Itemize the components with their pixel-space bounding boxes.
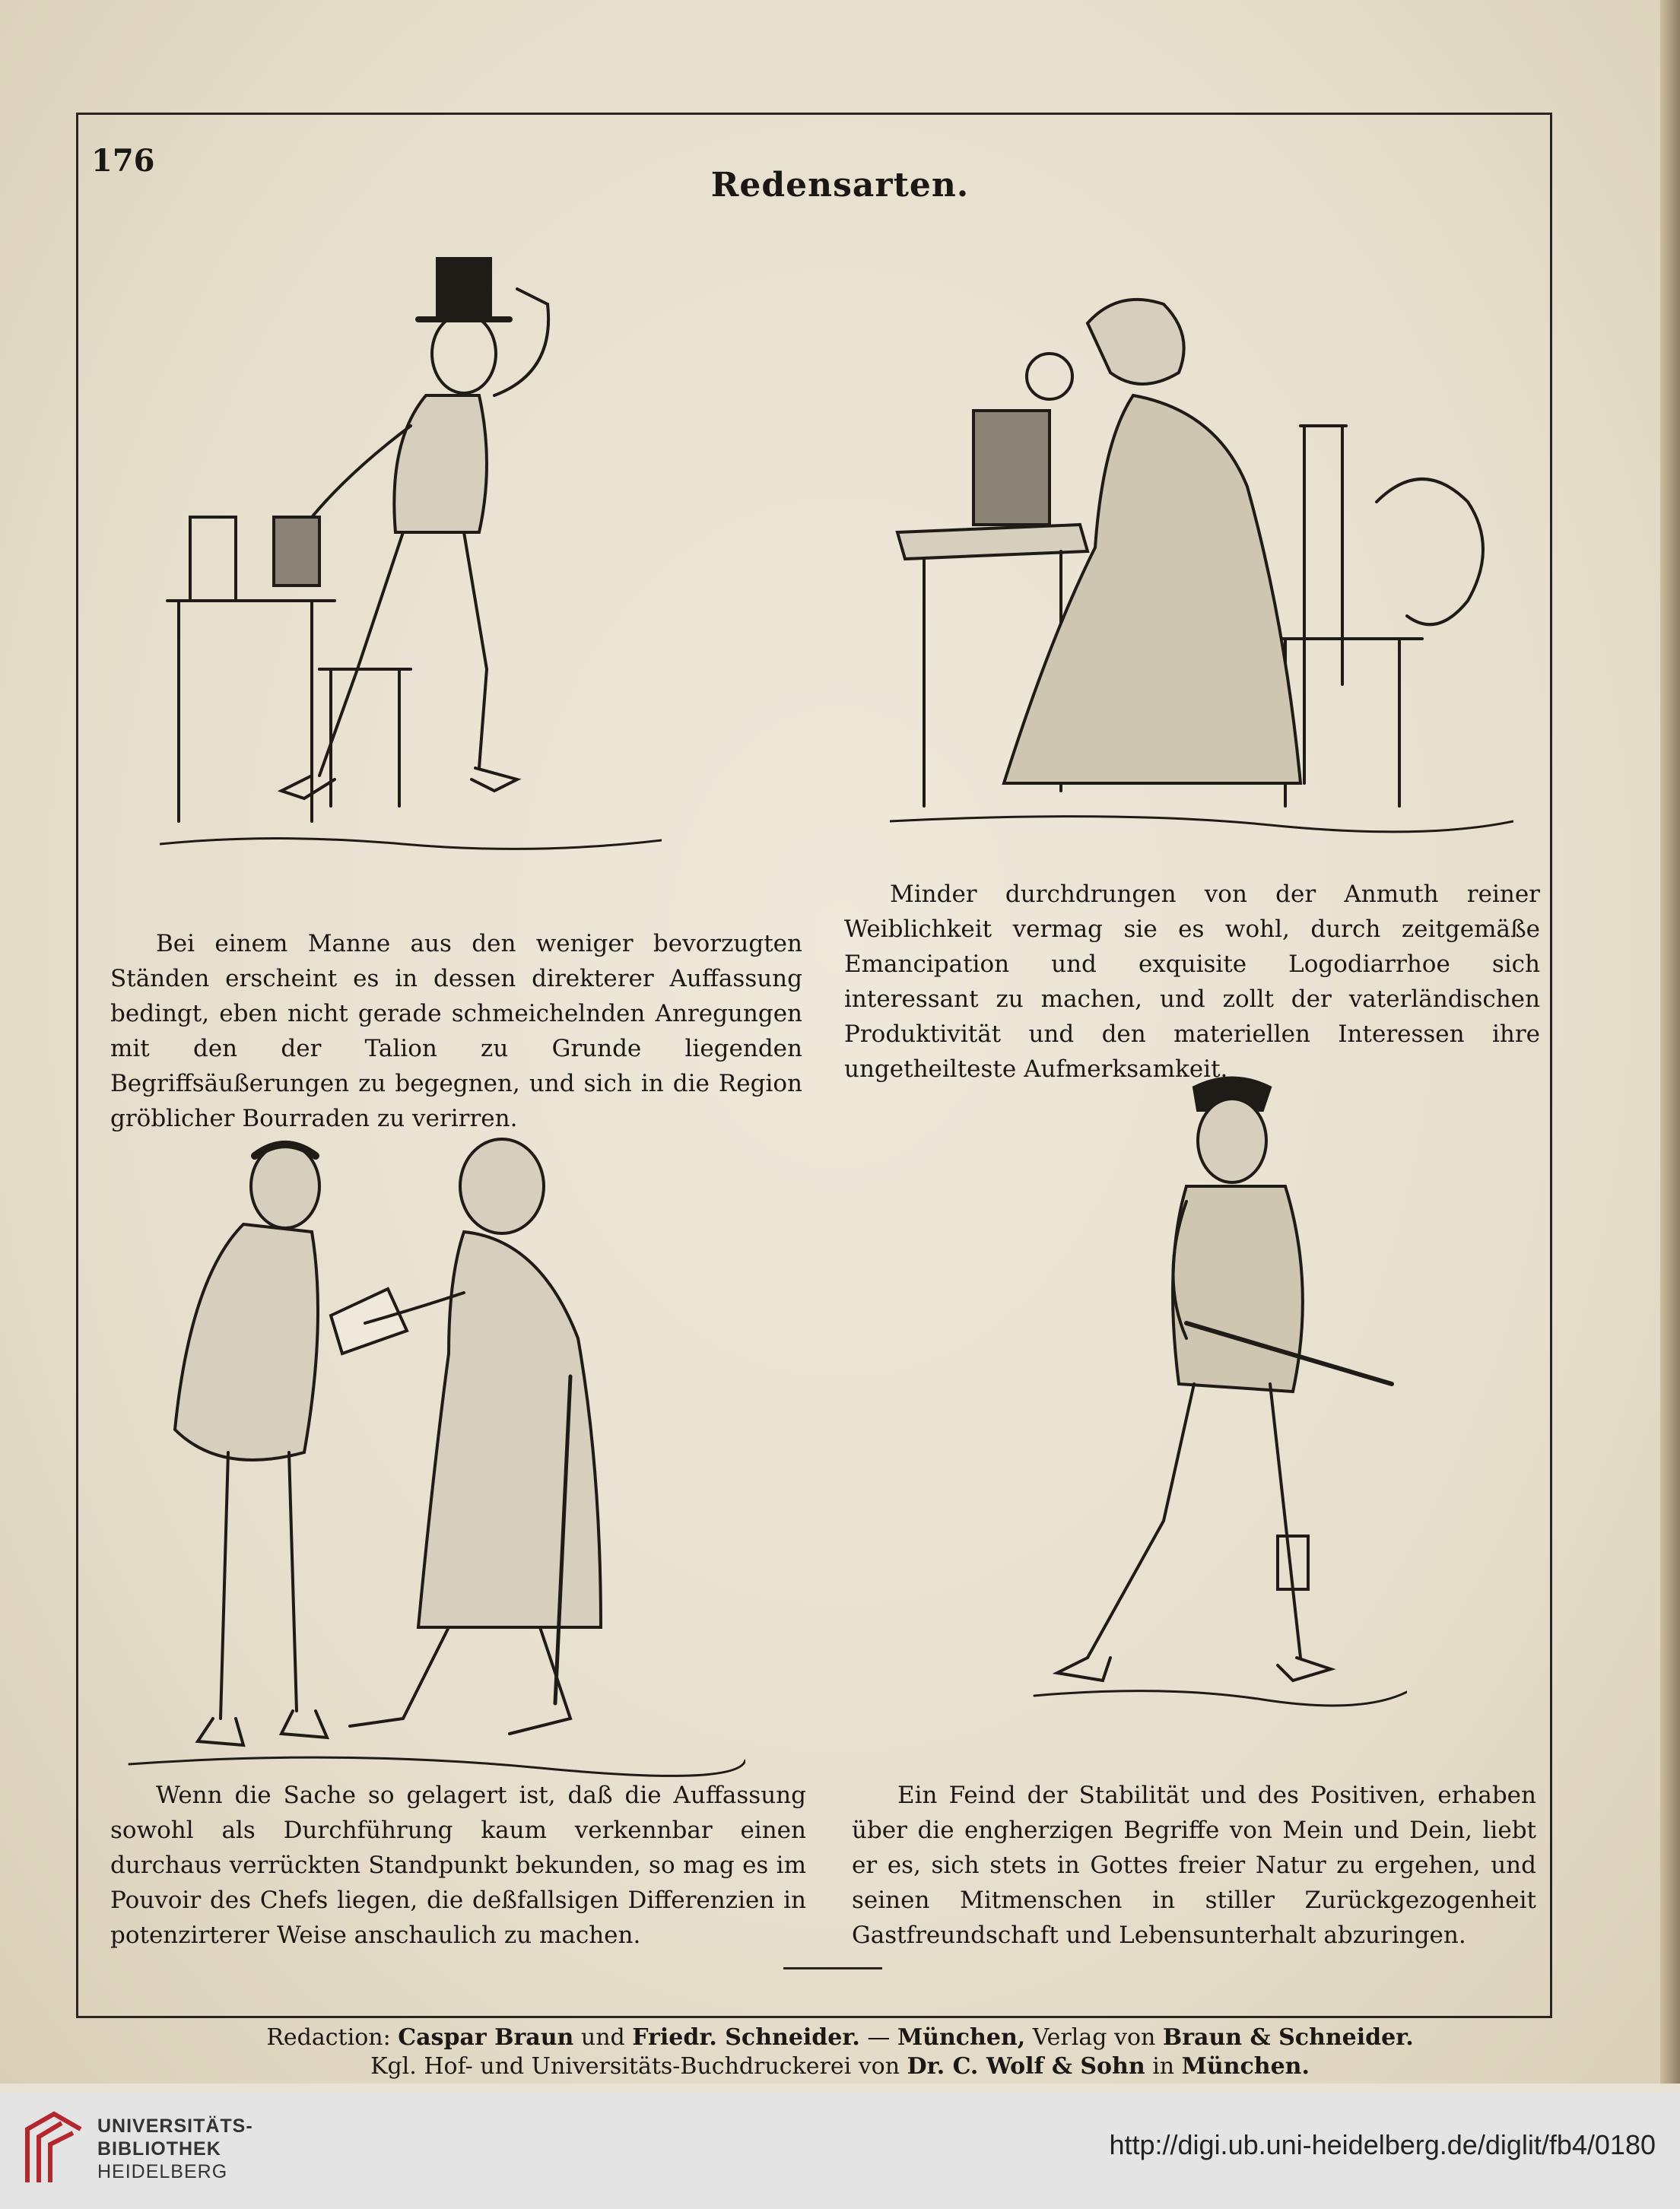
illustration-woman-drinking — [890, 259, 1513, 852]
caption-bottom-right-text: Ein Feind der Stabilität und des Positiven, erhaben über die engherzigen Begriffe von Mein und Dein, liebt er es, sich stets in Gottes freier Natur zu ergehen, und seinen Mitmenschen in stiller Zurückgezogenheit Gastfreundschaft und Lebensunterhalt abzuringen. — [852, 1782, 1536, 1949]
illustration-man-with-stein — [160, 243, 662, 912]
imprint-editor-1: Caspar Braun — [398, 2024, 574, 2051]
source-url-link[interactable]: http://digi.ub.uni-heidelberg.de/diglit/fb4/0180 — [1109, 2129, 1656, 2160]
library-logo-icon — [20, 2106, 88, 2190]
imprint-publisher: Braun & Schneider. — [1162, 2024, 1414, 2051]
caption-top-left — [110, 926, 802, 1136]
section-divider — [783, 1967, 882, 1969]
imprint-dash: — — [867, 2024, 891, 2051]
imprint-line-2 — [0, 2053, 1680, 2080]
paper-edge — [1660, 0, 1680, 2084]
caption-bottom-left — [110, 1778, 806, 1953]
logo-text-line-1: UNIVERSITÄTS- — [97, 2115, 253, 2137]
logo-text-line-2: BIBLIOTHEK — [97, 2138, 221, 2160]
caption-top-left-text: Bei einem Manne aus den weniger bevorzugten Ständen erscheint es in dessen direkterer Auffassung bedingt, eben nicht gerade schmeichelnden Anregungen mit den der Talion zu Grunde liegenden Begriffsäußerungen zu begegnen, und sich in die Region gröblicher Bourraden zu verirren. — [110, 930, 802, 1132]
imprint-prefix: Redaction: — [266, 2024, 391, 2051]
caption-top-right-text: Minder durchdrungen von der Anmuth reiner Weiblichkeit vermag sie es wohl, durch zeitgemäße Emancipation und exquisite Logodiarrhoe sich interessant zu machen, und zollt der vaterländischen Produktivität und den materiellen Interessen ihre ungetheilteste Aufmerksamkeit. — [844, 881, 1540, 1083]
page-title: Redensarten. — [710, 166, 970, 205]
imprint-in: in — [1152, 2053, 1175, 2080]
caption-bottom-left-text: Wenn die Sache so gelagert ist, daß die Auffassung sowohl als Durchführung kaum verkennbar einen durchaus verrückten Standpunkt bekunden, so mag es im Pouvoir des Chefs liegen, die deßfallsigen Differenzien in potenzirterer Weise anschaulich zu machen. — [110, 1782, 806, 1949]
imprint-printer-prefix: Kgl. Hof- und Universitäts-Buchdruckerei von — [370, 2053, 900, 2080]
page-number: 176 — [91, 143, 155, 179]
caption-top-right — [844, 877, 1540, 1087]
imprint-editor-2: Friedr. Schneider. — [632, 2024, 860, 2051]
imprint-printer: Dr. C. Wolf & Sohn — [907, 2053, 1145, 2080]
imprint-publisher-label: Verlag von — [1032, 2024, 1156, 2051]
imprint-printer-city: München. — [1181, 2053, 1310, 2080]
illustration-vagabond-with-stick — [1011, 1065, 1407, 1734]
logo-text-line-3: HEIDELBERG — [97, 2161, 228, 2182]
imprint-and: und — [580, 2024, 625, 2051]
imprint-line-1 — [0, 2024, 1680, 2051]
illustration-official-and-clerk — [114, 1125, 745, 1779]
caption-bottom-right — [852, 1778, 1536, 1953]
imprint-city: München, — [897, 2024, 1026, 2051]
